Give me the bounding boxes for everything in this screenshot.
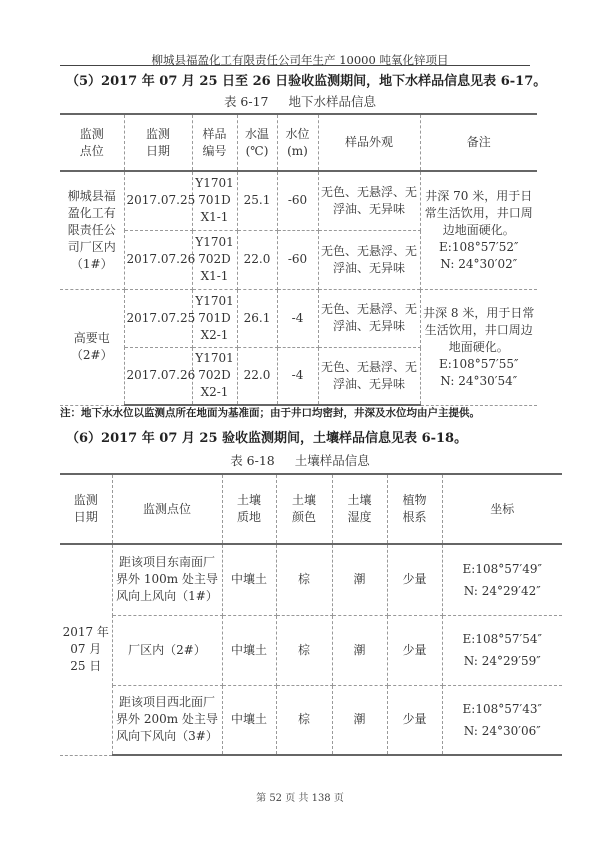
header-cell: 备注 (420, 114, 537, 171)
caption-title: 地下水样品信息 (288, 94, 377, 109)
header-cell: 植物 根系 (387, 474, 442, 544)
roots-cell: 少量 (387, 615, 442, 685)
remark-cell (420, 289, 537, 405)
caption-title: 土壤样品信息 (294, 453, 370, 468)
table-6-18-caption (0, 451, 600, 469)
sample-id-cell: Y1701 701D X1-1 (192, 171, 237, 230)
sample-id-cell: Y1701 702D X2-1 (192, 347, 237, 405)
date-cell: 2017.07.26 (124, 230, 192, 289)
table-header-row (60, 474, 562, 544)
level-cell: -4 (277, 289, 318, 347)
coordinate-cell (442, 615, 562, 685)
header-cell: 土壤 颜色 (276, 474, 332, 544)
color-cell: 棕 (276, 544, 332, 615)
appearance-cell: 无色、无悬浮、无浮油、无异味 (318, 347, 420, 405)
table-row (60, 615, 562, 685)
caption-number: 表 6-17 (223, 94, 269, 109)
table-6-17-caption (0, 92, 600, 110)
coordinate-cell (442, 544, 562, 615)
coord-east: E:108°57′43″ (462, 701, 542, 716)
table-row (60, 171, 537, 230)
remark-east: E:108°57′52″ (439, 239, 519, 254)
site-cell: 距该项目东南面厂界外 100m 处主导风向上风向（1#） (112, 544, 222, 615)
temp-cell: 22.0 (237, 230, 277, 289)
header-cell: 坐标 (442, 474, 562, 544)
texture-cell: 中壤土 (222, 615, 276, 685)
header-cell: 水位 (m) (277, 114, 318, 171)
remark-north: N: 24°30′54″ (440, 373, 518, 388)
color-cell: 棕 (276, 685, 332, 755)
running-header: 柳城县福盈化工有限责任公司年生产 10000 吨氧化锌项目 (151, 53, 449, 67)
header-cell: 监测点位 (112, 474, 222, 544)
date-cell: 2017.07.25 (124, 289, 192, 347)
header-cell: 土壤 质地 (222, 474, 276, 544)
table-row (60, 289, 537, 347)
coord-east: E:108°57′54″ (462, 632, 542, 646)
header-cell: 样品 编号 (192, 114, 237, 171)
header-cell: 土壤 湿度 (332, 474, 387, 544)
coord-north: N: 24°29′42″ (463, 583, 541, 598)
moisture-cell: 潮 (332, 544, 387, 615)
site-cell: 厂区内（2#） (112, 615, 222, 685)
moisture-cell: 潮 (332, 685, 387, 755)
header-cell: 监测 点位 (60, 114, 124, 171)
site-cell: 柳城县福盈化工有限责任公司厂区内（1#） (60, 171, 124, 289)
groundwater-sample-table (60, 113, 537, 406)
level-cell: -4 (277, 347, 318, 405)
moisture-cell: 潮 (332, 615, 387, 685)
header-rule (60, 65, 530, 66)
coord-north: N: 24°29′59″ (463, 654, 541, 668)
date-cell: 2017.07.26 (124, 347, 192, 405)
temp-cell: 26.1 (237, 289, 277, 347)
coord-east: E:108°57′49″ (462, 561, 542, 576)
remark-east: E:108°57′55″ (439, 356, 519, 371)
paragraph-6: （6）2017 年 07 月 25 验收监测期间，土壤样品信息见表 6-18。 (66, 431, 468, 446)
color-cell: 棕 (276, 615, 332, 685)
remark-cell (420, 171, 537, 289)
remark-text: 井深 70 米，用于日常生活饮用，井口周边地面硬化。 (424, 188, 533, 237)
appearance-cell: 无色、无悬浮、无浮油、无异味 (318, 171, 420, 230)
page-number: 第 52 页 共 138 页 (256, 793, 344, 804)
temp-cell: 22.0 (237, 347, 277, 405)
remark-north: N: 24°30′02″ (440, 256, 518, 271)
sample-id-cell: Y1701 701D X2-1 (192, 289, 237, 347)
appearance-cell: 无色、无悬浮、无浮油、无异味 (318, 230, 420, 289)
date-cell: 2017 年 07 月 25 日 (60, 544, 112, 755)
site-cell: 距该项目西北面厂界外 200m 处主导风向下风向（3#） (112, 685, 222, 755)
table-row (60, 685, 562, 755)
roots-cell: 少量 (387, 544, 442, 615)
table-header-row (60, 114, 537, 171)
header-cell: 监测 日期 (60, 474, 112, 544)
level-cell: -60 (277, 230, 318, 289)
table-note: 注：地下水水位以监测点所在地面为基准面；由于井口均密封，井深及水位均由户主提供。 (60, 407, 480, 419)
roots-cell: 少量 (387, 685, 442, 755)
level-cell: -60 (277, 171, 318, 230)
caption-number: 表 6-18 (230, 453, 275, 468)
texture-cell: 中壤土 (222, 685, 276, 755)
appearance-cell: 无色、无悬浮、无浮油、无异味 (318, 289, 420, 347)
soil-sample-table (60, 473, 562, 756)
site-cell: 高要屯（2#） (60, 289, 124, 405)
header-cell: 水温 (℃) (237, 114, 277, 171)
header-cell: 样品外观 (318, 114, 420, 171)
table-row (60, 544, 562, 615)
header-cell: 监测 日期 (124, 114, 192, 171)
remark-text: 井深 8 米，用于日常生活饮用，井口周边地面硬化。 (423, 305, 535, 354)
coord-north: N: 24°30′06″ (463, 723, 541, 738)
coordinate-cell (442, 685, 562, 755)
paragraph-5: （5）2017 年 07 月 25 日至 26 日验收监测期间，地下水样品信息见表 6-17。 (66, 74, 547, 89)
sample-id-cell: Y1701 702D X1-1 (192, 230, 237, 289)
date-cell: 2017.07.25 (124, 171, 192, 230)
texture-cell: 中壤土 (222, 544, 276, 615)
temp-cell: 25.1 (237, 171, 277, 230)
